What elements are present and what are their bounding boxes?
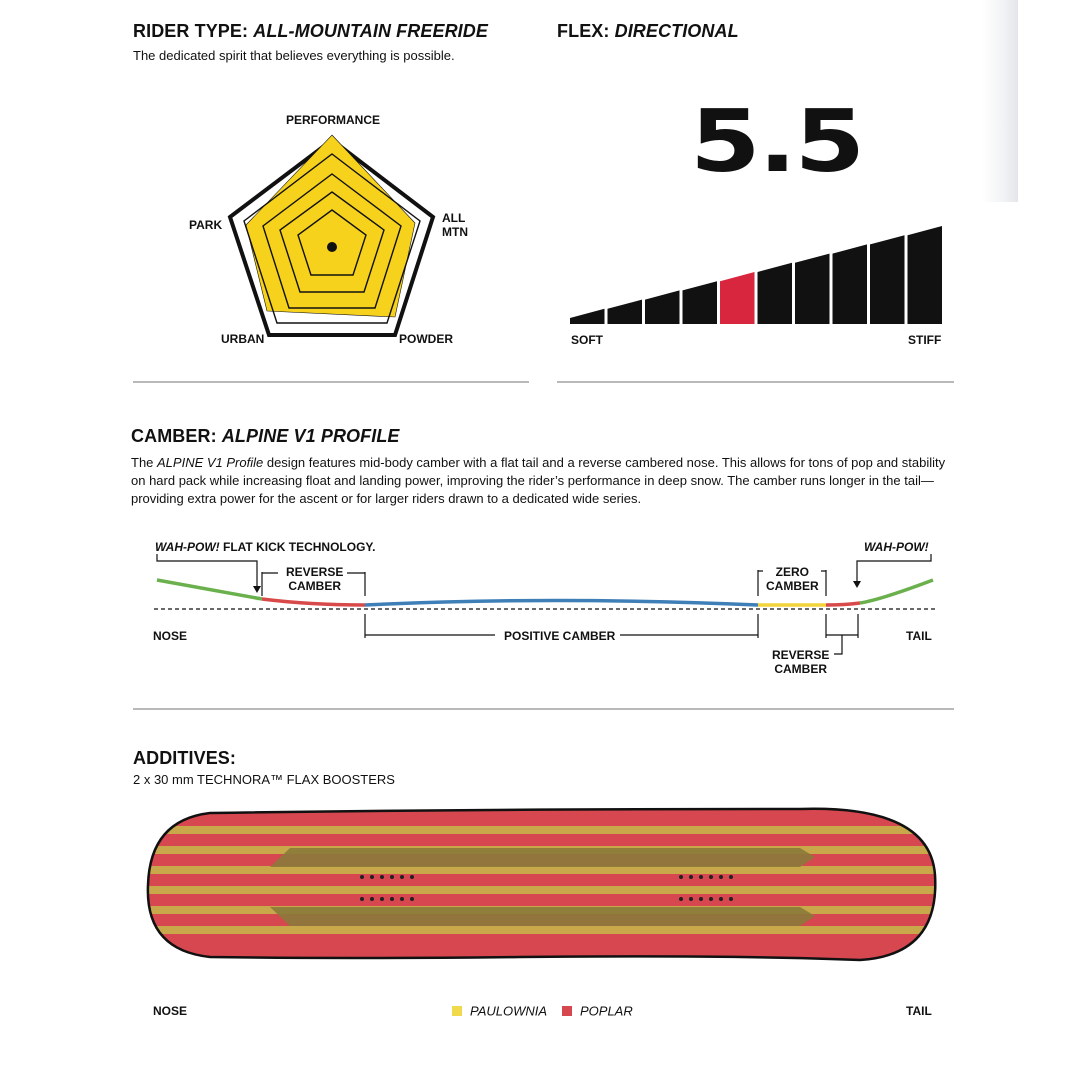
label-zero-camber-1: ZERO [775,565,809,579]
label-reverse-camber-left [286,565,343,593]
radar-label-performance: PERFORMANCE [286,113,381,127]
divider-right [557,381,954,383]
label-reverse-camber-right-2: CAMBER [774,662,828,676]
additives-text: 2 x 30 mm TECHNORA™ FLAX BOOSTERS [133,772,395,787]
flex-scale [560,220,950,330]
label-wahpow-left [155,540,375,554]
camber-label: CAMBER: [131,426,217,446]
flex-rating: 5.5 [690,92,863,192]
radar-label-all-mtn-2: MTN [442,225,468,239]
flex-bar [608,300,643,324]
flex-heading [557,21,739,42]
label-nose-camber: NOSE [153,629,188,643]
rider-type-subtitle: The dedicated spirit that believes everything is possible. [133,48,455,63]
profile-tail-reverse [826,603,860,605]
board-core-illustration [140,805,946,970]
flex-bar [870,235,905,324]
flex-label: FLEX: [557,21,610,41]
camber-description [131,454,955,508]
bracket-reverse-right [826,614,858,654]
callout-wahpow-right-line [857,554,931,582]
label-wahpow-right: WAH-POW! [864,540,929,554]
board-core-strips [140,805,946,970]
edge-shadow [982,0,1018,202]
label-wahpow-left-italic: WAH-POW! [155,540,220,554]
camber-desc-lead: The [131,455,158,470]
camber-heading [131,426,400,447]
profile-positive-camber [365,601,758,606]
camber-desc-rest: design features mid-body camber with a flat tail and a reverse cambered nose. This allows for tons of pop and stability on hard pack while increasing float and landing power, improving the rider’s performance in deep snow. The camber runs longer in the tail—providing extra power for the ascent or for larger riders drawn to a dedicated wide series. [131,455,946,506]
callout-wahpow-right-arrow [853,581,861,588]
flex-bar [570,309,605,324]
flex-bar [908,226,943,324]
swatch-poplar [562,1006,572,1016]
legend-poplar [562,1002,633,1020]
rider-type-heading [133,21,488,42]
camber-profile-diagram [150,530,950,690]
flex-bar [645,290,680,324]
flex-scale-soft: SOFT [571,333,603,347]
flex-bar-highlight [720,272,755,324]
profile-tail-flat [860,580,933,603]
legend-paulownia-text: PAULOWNIA [470,1003,548,1019]
swatch-paulownia [452,1006,462,1016]
flex-value: DIRECTIONAL [614,21,739,41]
radar-label-all-mtn-1: ALL [442,211,466,225]
label-zero-camber-2: CAMBER [766,579,819,593]
label-wahpow-left-rest: FLAT KICK TECHNOLOGY. [219,540,376,554]
camber-value: ALPINE V1 PROFILE [221,426,400,446]
label-reverse-camber-left-1: REVERSE [286,565,344,579]
label-nose-board: NOSE [153,1004,188,1018]
legend-paulownia [452,1002,547,1020]
radar-label-urban: URBAN [221,332,265,346]
rider-type-value: ALL-MOUNTAIN FREERIDE [253,21,488,41]
rider-type-label: RIDER TYPE: [133,21,249,41]
label-zero-camber [766,565,819,593]
additives-heading: ADDITIVES: [133,748,237,768]
radar-label-all-mtn [442,211,468,239]
radar-label-powder: POWDER [399,332,453,346]
flax-booster-bottom [270,907,815,926]
label-reverse-camber-right-1: REVERSE [772,648,830,662]
flex-bar [795,254,830,324]
radar-fill-shape [246,135,415,317]
flex-bar [683,281,718,324]
camber-desc-italic: ALPINE V1 Profile [157,455,264,470]
flax-booster-top [270,848,815,867]
radar-label-park: PARK [189,218,223,232]
flex-scale-stiff: STIFF [908,333,942,347]
profile-nose-flat [157,580,262,599]
flex-bar [833,244,868,324]
profile-nose-reverse [262,599,365,605]
callout-wahpow-left-arrow [253,586,261,593]
label-positive-camber: POSITIVE CAMBER [504,629,616,643]
divider-camber [133,708,954,710]
divider-left [133,381,529,383]
flex-bars [570,226,942,324]
label-reverse-camber-left-2: CAMBER [288,579,342,593]
radar-center-dot [327,242,337,252]
flex-bar [758,263,793,324]
legend-poplar-text: POPLAR [580,1003,633,1019]
label-reverse-camber-right [772,648,829,676]
label-tail-camber: TAIL [906,629,932,643]
label-tail-board: TAIL [906,1004,932,1018]
